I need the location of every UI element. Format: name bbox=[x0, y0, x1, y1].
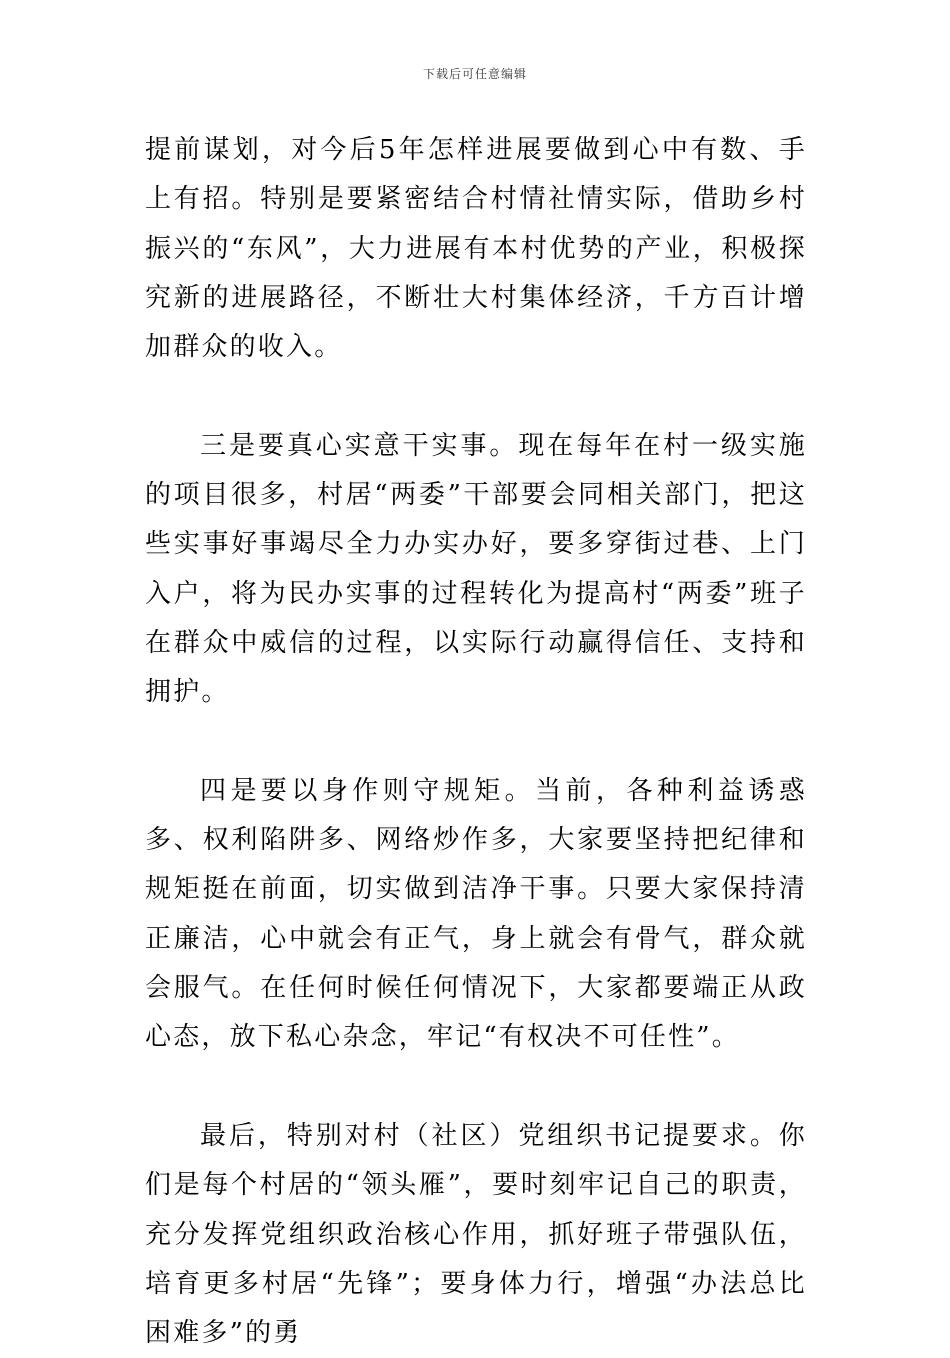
paragraph-point-four: 四是要以身作则守规矩。当前，各种利益诱惑多、权利陷阱多、网络炒作多，大家要坚持把纪律和规矩挺在前面，切实做到洁净干事。只要大家保持清正廉洁，心中就会有正气，身上就会有骨气，群众就会服气。在任何时候任何情况下，大家都要端正从政心态，放下私心杂念，牢记“有权决不可任性”。 bbox=[145, 775, 807, 1053]
document-body bbox=[145, 126, 807, 1358]
paragraph-gap bbox=[145, 718, 807, 767]
paragraph-gap bbox=[145, 1063, 807, 1112]
page-header-note: 下载后可任意编辑 bbox=[422, 67, 527, 81]
paragraph-continuation: 提前谋划，对今后5年怎样进展要做到心中有数、手上有招。特别是要紧密结合村情社情实际，借助乡村振兴的“东风”，大力进展有本村优势的产业，积极探究新的进展路径，不断壮大村集体经济，千方百计增加群众的收入。 bbox=[145, 135, 807, 363]
paragraph-final: 最后，特别对村（社区）党组织书记提要求。你们是每个村居的“领头雁”，要时刻牢记自己的职责，充分发挥党组织政治核心作用，抓好班子带强队伍，培育更多村居“先锋”；要身体力行，增强“办法总比困难多”的勇 bbox=[145, 1120, 807, 1349]
paragraph-gap bbox=[145, 372, 807, 421]
paragraph-point-three: 三是要真心实意干实事。现在每年在村一级实施的项目很多，村居“两委”干部要会同相关部门，把这些实事好事竭尽全力办实办好，要多穿街过巷、上门入户，将为民办实事的过程转化为提高村“两委”班子在群众中威信的过程，以实际行动赢得信任、支持和拥护。 bbox=[145, 430, 807, 708]
